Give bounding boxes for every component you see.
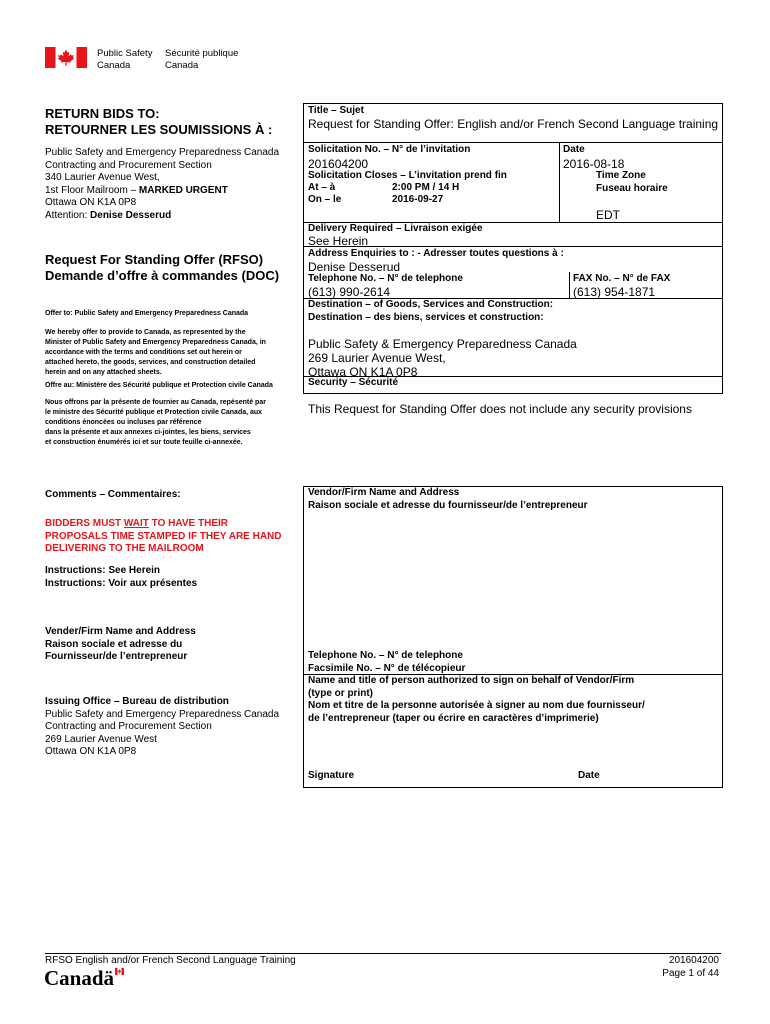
telephone-value: (613) 990-2614 xyxy=(308,285,391,299)
canada-wordmark: Canadä xyxy=(44,966,124,990)
dept-name-english: Public Safety Canada xyxy=(97,48,153,71)
return-bids-heading: RETURN BIDS TO: RETOURNER LES SOUMISSIONS À : xyxy=(45,106,273,137)
signature-date-label: Date xyxy=(578,770,600,781)
rfso-title: Request For Standing Offer (RFSO) Demande d’offre à commandes (DOC) xyxy=(45,252,280,283)
footer-rule xyxy=(45,953,721,954)
timezone-value: EDT xyxy=(596,208,620,222)
timezone-label: Time Zone Fuseau horaire xyxy=(596,170,668,194)
offre-au: Offre au: Ministère des Sécurité publique et Protection civile Canada xyxy=(45,382,273,389)
offer-text-french: Nous offrons par la présente de fournier au Canada, repésenté par le ministre des Sécurité publique et Protection civile Canada, aux conditions énoncées ou incluses par référence dans la présente et aux annexes ci-jointes, les biens, services et construction énumérés ici et sur toute feuille ci-annexée. xyxy=(45,399,266,446)
vendor-phone-fax: Telephone No. – N° de telephone Facsimile No. – N° de télécopieur xyxy=(308,650,466,674)
title-value: Request for Standing Offer: English and/or French Second Language training xyxy=(308,117,719,131)
vendor-firm-label-left: Vender/Firm Name and Address Raison sociale et adresse du Fournisseur/de l’entrepreneur xyxy=(45,626,196,662)
security-label: Security – Sécurité xyxy=(308,377,399,388)
destination-label: Destination – of Goods, Services and Construction: Destination – des biens, services et construction: xyxy=(308,299,554,323)
fax-label: FAX No. – N° de FAX xyxy=(573,273,671,284)
signature-label: Signature xyxy=(308,770,355,781)
vendor-info-box xyxy=(303,486,723,788)
on-value: 2016-09-27 xyxy=(392,194,444,205)
footer-page-info: 201604200 Page 1 of 44 xyxy=(662,955,719,979)
closes-label: Solicitation Closes – L’invitation prend fin xyxy=(308,170,507,181)
authorized-person-label: Name and title of person authorized to sign on behalf of Vendor/Firm (type or print) Nom et titre de la personne autorisée à signer au nom due fournisseur/ de l’entrepreneur (taper ou écrire en caractères d’imprimerie) xyxy=(308,675,645,724)
delivery-label: Delivery Required – Livraison exigée xyxy=(308,223,483,234)
title-label: Title – Sujet xyxy=(308,105,364,116)
dept-name-french: Sécurité publique Canada xyxy=(165,48,239,71)
instructions: Instructions: See Herein Instructions: Voir aux présentes xyxy=(45,565,198,589)
issuing-office: Issuing Office – Bureau de distribution Public Safety and Emergency Preparedness Canada Contracting and Procurement Section 269 Laurier Avenue West Ottawa ON K1A 0P8 xyxy=(45,696,280,757)
bidders-warning: BIDDERS MUST WAIT TO HAVE THEIR PROPOSALS TIME STAMPED IF THEY ARE HAND DELIVERING TO THE MAILROOM xyxy=(45,518,282,554)
at-label: At – à xyxy=(308,182,336,193)
fax-value: (613) 954-1871 xyxy=(573,285,656,299)
comments-label: Comments – Commentaires: xyxy=(45,489,181,500)
offer-text-english: We hereby offer to provide to Canada, as represented by the Minister of Public Safety and Emergency Preparedness Canada, in accordance with the terms and conditions set out herein or attached hereto, the goods, services, and construction detailed herein and on any attached sheets. xyxy=(45,329,266,376)
footer-doc-title: RFSO English and/or French Second Language Training xyxy=(45,955,296,966)
delivery-value: See Herein xyxy=(308,234,369,248)
vendor-firm-label: Vendor/Firm Name and Address Raison sociale et adresse du fournisseur/de l’entrepreneur xyxy=(308,487,588,511)
security-value: This Request for Standing Offer does not include any security provisions xyxy=(308,402,692,416)
date-label: Date xyxy=(563,144,585,155)
return-address: Public Safety and Emergency Preparedness Canada Contracting and Procurement Section 340 Laurier Avenue West, 1st Floor Mailroom – MARKED URGENT Ottawa ON K1A 0P8 Attention: Denise Desserud xyxy=(45,147,280,221)
solicitation-label: Solicitation No. – N° de l’invitation xyxy=(308,144,471,155)
enquiries-label: Address Enquiries to : - Adresser toutes questions à : xyxy=(308,248,564,259)
canada-flag-icon xyxy=(45,47,87,68)
telephone-label: Telephone No. – N° de telephone xyxy=(308,273,463,284)
destination-address: Public Safety & Emergency Preparedness Canada 269 Laurier Avenue West, Ottawa ON K1A 0P8 xyxy=(308,337,577,379)
enquiries-value: Denise Desserud xyxy=(308,260,401,274)
on-label: On – le xyxy=(308,194,342,205)
solicitation-value: 201604200 xyxy=(308,157,369,171)
date-value: 2016-08-18 xyxy=(563,157,625,171)
at-value: 2:00 PM / 14 H xyxy=(392,182,460,193)
offer-to: Offer to: Public Safety and Emergency Preparedness Canada xyxy=(45,310,249,317)
